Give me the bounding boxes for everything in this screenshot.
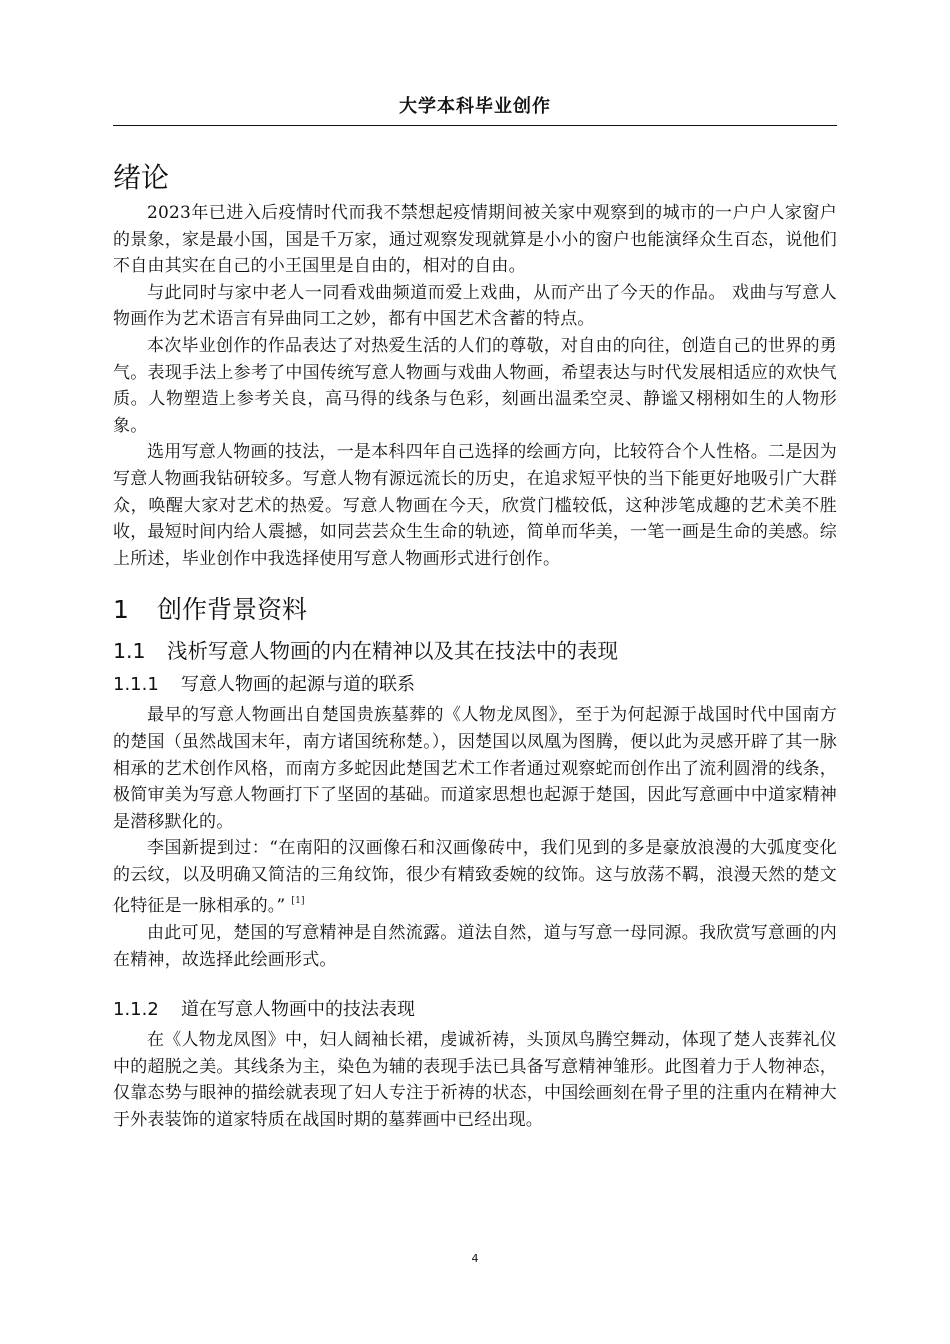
section-1-1-1-title: 写意人物画的起源与道的联系: [181, 674, 415, 696]
section-1-1-1-paragraph-3: 由此可见，楚国的写意精神是自然流露。道法自然，道与写意一母同源。我欣赏写意画的内在精神，故选择此绘画形式。: [113, 923, 837, 970]
section-1-1-1-paragraph-2: [113, 835, 837, 920]
section-1-number: 1: [113, 595, 129, 625]
section-1-1-2-heading: [113, 995, 837, 1025]
section-1-1-number: 1.1: [113, 639, 146, 664]
intro-paragraph-1: 2023年已进入后疫情时代而我不禁想起疫情期间被关家中观察到的城市的一户户人家窗户的景象，家是最小国，国是千万家，通过观察发现就算是小小的窗户也能演绎众生百态，说他们不自由其实在自己的小王国里是自由的，相对的自由。: [113, 203, 837, 277]
section-1-1-1-paragraph-1: 最早的写意人物画出自楚国贵族墓葬的《人物龙凤图》，至于为何起源于战国时代中国南方的楚国（虽然战国末年，南方诸国统称楚。），因楚国以凤凰为图腾，便以此为灵感开辟了其一脉相承的艺术创作风格，而南方多蛇因此楚国艺术工作者通过观察蛇而创作出了流利圆滑的线条，极简审美为写意人物画打下了坚固的基础。而道家思想也起源于楚国，因此写意画中中道家精神是潜移默化的。: [113, 705, 837, 832]
citation-marker: [1]: [291, 896, 305, 907]
section-1-1-2-number: 1.1.2: [113, 999, 159, 1021]
quote-text: 李国新提到过：“在南阳的汉画像石和汉画像砖中，我们见到的多是豪放浪漫的大弧度变化的云纹，以及明确又简洁的三角纹饰，很少有精致委婉的纹饰。这与放荡不羁，浪漫天然的楚文化特征是一脉相承的。”: [113, 838, 837, 917]
intro-paragraph-2: 与此同时与家中老人一同看戏曲频道而爱上戏曲，从而产出了今天的作品。 戏曲与写意人物画作为艺术语言有异曲同工之妙，都有中国艺术含蓄的特点。: [113, 282, 837, 330]
page-content: [113, 158, 837, 1134]
section-1-1-title: 浅析写意人物画的内在精神以及其在技法中的表现: [167, 639, 618, 664]
section-1-1-1-number: 1.1.1: [113, 674, 159, 696]
intro-paragraph-4: 选用写意人物画的技法，一是本科四年自己选择的绘画方向，比较符合个人性格。二是因为写意人物画我钻研较多。写意人物有源远流长的历史，在追求短平快的当下能更好地吸引广大群众，唤醒大家对艺术的热爱。写意人物画在今天，欣赏门槛较低，这种涉笔成趣的艺术美不胜收，最短时间内给人震撼，如同芸芸众生生命的轨迹，简单而华美，一笔一画是生命的美感。综上所述，毕业创作中我选择使用写意人物画形式进行创作。: [113, 442, 837, 569]
section-1-1-heading: [113, 634, 837, 668]
section-1-1-2-paragraph-1: 在《人物龙凤图》中，妇人阔袖长裙，虔诚祈祷，头顶凤鸟腾空舞动，体现了楚人丧葬礼仪中的超脱之美。其线条为主，染色为辅的表现手法已具备写意精神雏形。此图着力于人物神态，仅靠态势与眼神的描绘就表现了妇人专注于祈祷的状态，中国绘画刻在骨子里的注重内在精神大于外表装饰的道家特质在战国时期的墓葬画中已经出现。: [113, 1030, 837, 1131]
intro-heading: 绪论: [113, 161, 170, 194]
section-1-1-1-heading: [113, 670, 837, 700]
page-number: 4: [471, 1252, 479, 1265]
section-1-title: 创作背景资料: [157, 595, 308, 625]
section-1-heading: [113, 590, 837, 630]
intro-paragraph-3: 本次毕业创作的作品表达了对热爱生活的人们的尊敬，对自由的向往，创造自己的世界的勇气。表现手法上参考了中国传统写意人物画与戏曲人物画，希望表达与时代发展相适应的欢快气质。人物塑造上参考关良，高马得的线条与色彩，刻画出温柔空灵、静谧又栩栩如生的人物形象。: [113, 335, 837, 436]
running-header: 大学本科毕业创作: [113, 92, 837, 126]
section-1-1-2-title: 道在写意人物画中的技法表现: [181, 999, 415, 1021]
